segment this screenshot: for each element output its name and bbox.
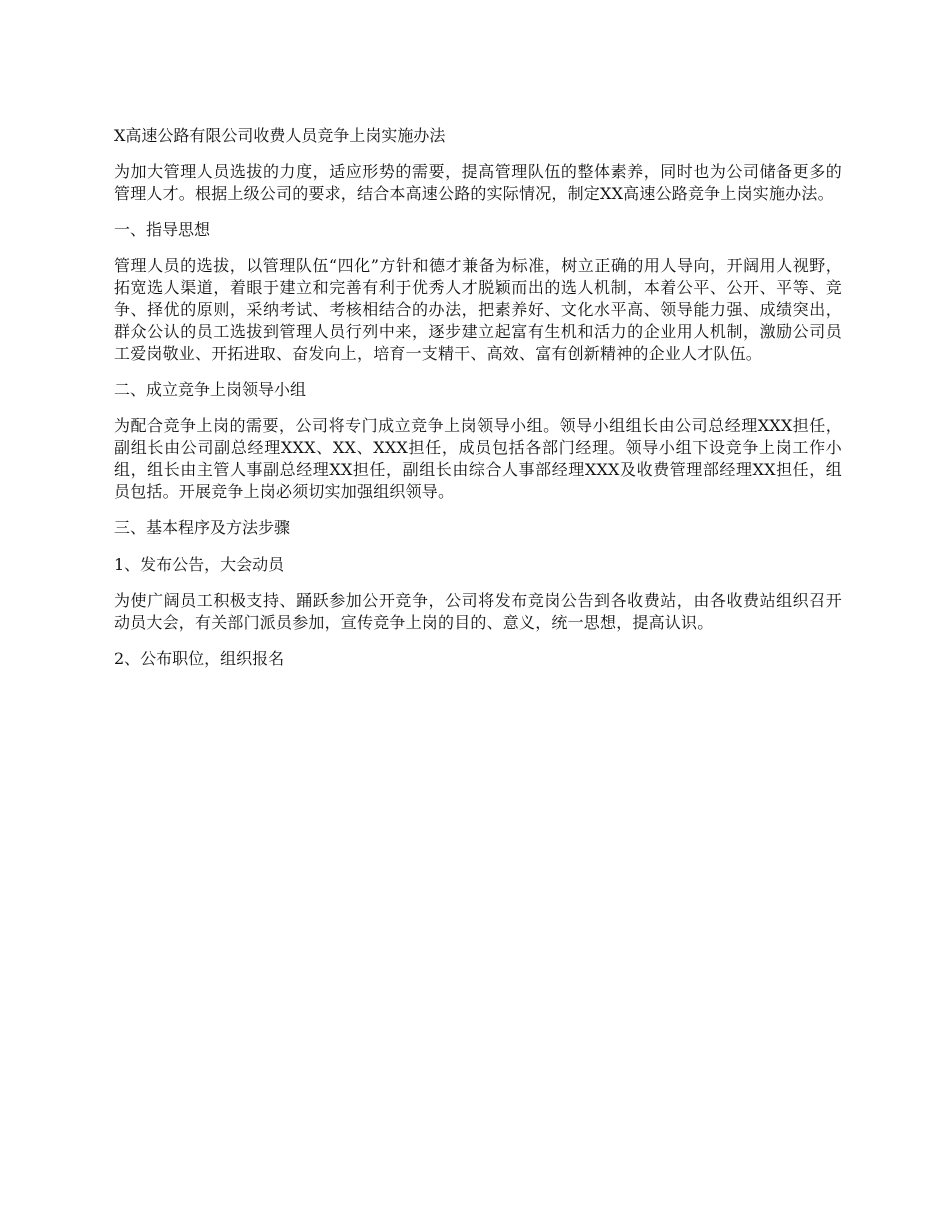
section-heading-guiding-principle: 一、指导思想 [114, 220, 211, 239]
section-paragraph-leadership-group: 为配合竞争上岗的需要，公司将专门成立竞争上岗领导小组。领导小组组长由公司总经理XXX担任，副组长由公司副总经理XXX、XX、XXX担任，成员包括各部门经理。领导小组下设竞争上岗工作小组，组长由主管人事副总经理XX担任，副组长由综合人事部经理XXX及收费管理部经理XX担任，组员包括。开展竞争上岗必须切实加强组织领导。 [114, 416, 842, 501]
document-title: X高速公路有限公司收费人员竞争上岗实施办法 [114, 126, 446, 145]
document-body [114, 124, 842, 684]
section-paragraph-guiding-principle: 管理人员的选拔，以管理队伍“四化”方针和德才兼备为标准，树立正确的用人导向，开阔用人视野，拓宽选人渠道，着眼于建立和完善有利于优秀人才脱颖而出的选人机制，本着公平、公开、平等、竞争、择优的原则，采纳考试、考核相结合的办法，把素养好、文化水平高、领导能力强、成绩突出，群众公认的员工选拔到管理人员行列中来，逐步建立起富有生机和活力的企业用人机制，激励公司员工爱岗敬业、开拓进取、奋发向上，培育一支精干、高效、富有创新精神的企业人才队伍。 [114, 256, 842, 363]
step-heading-announcement: 1、发布公告，大会动员 [114, 555, 285, 574]
step-heading-registration: 2、公布职位，组织报名 [114, 649, 285, 668]
section-heading-leadership-group: 二、成立竞争上岗领导小组 [114, 380, 307, 399]
step-paragraph-announcement: 为使广阔员工积极支持、踊跃参加公开竞争，公司将发布竞岗公告到各收费站，由各收费站组织召开动员大会，有关部门派员参加，宣传竞争上岗的目的、意义，统一思想，提高认识。 [114, 591, 842, 632]
intro-paragraph: 为加大管理人员选拔的力度，适应形势的需要，提高管理队伍的整体素养，同时也为公司储备更多的管理人才。根据上级公司的要求，结合本高速公路的实际情况，制定XX高速公路竞争上岗实施办法。 [114, 162, 842, 203]
section-heading-procedure: 三、基本程序及方法步骤 [114, 518, 291, 537]
